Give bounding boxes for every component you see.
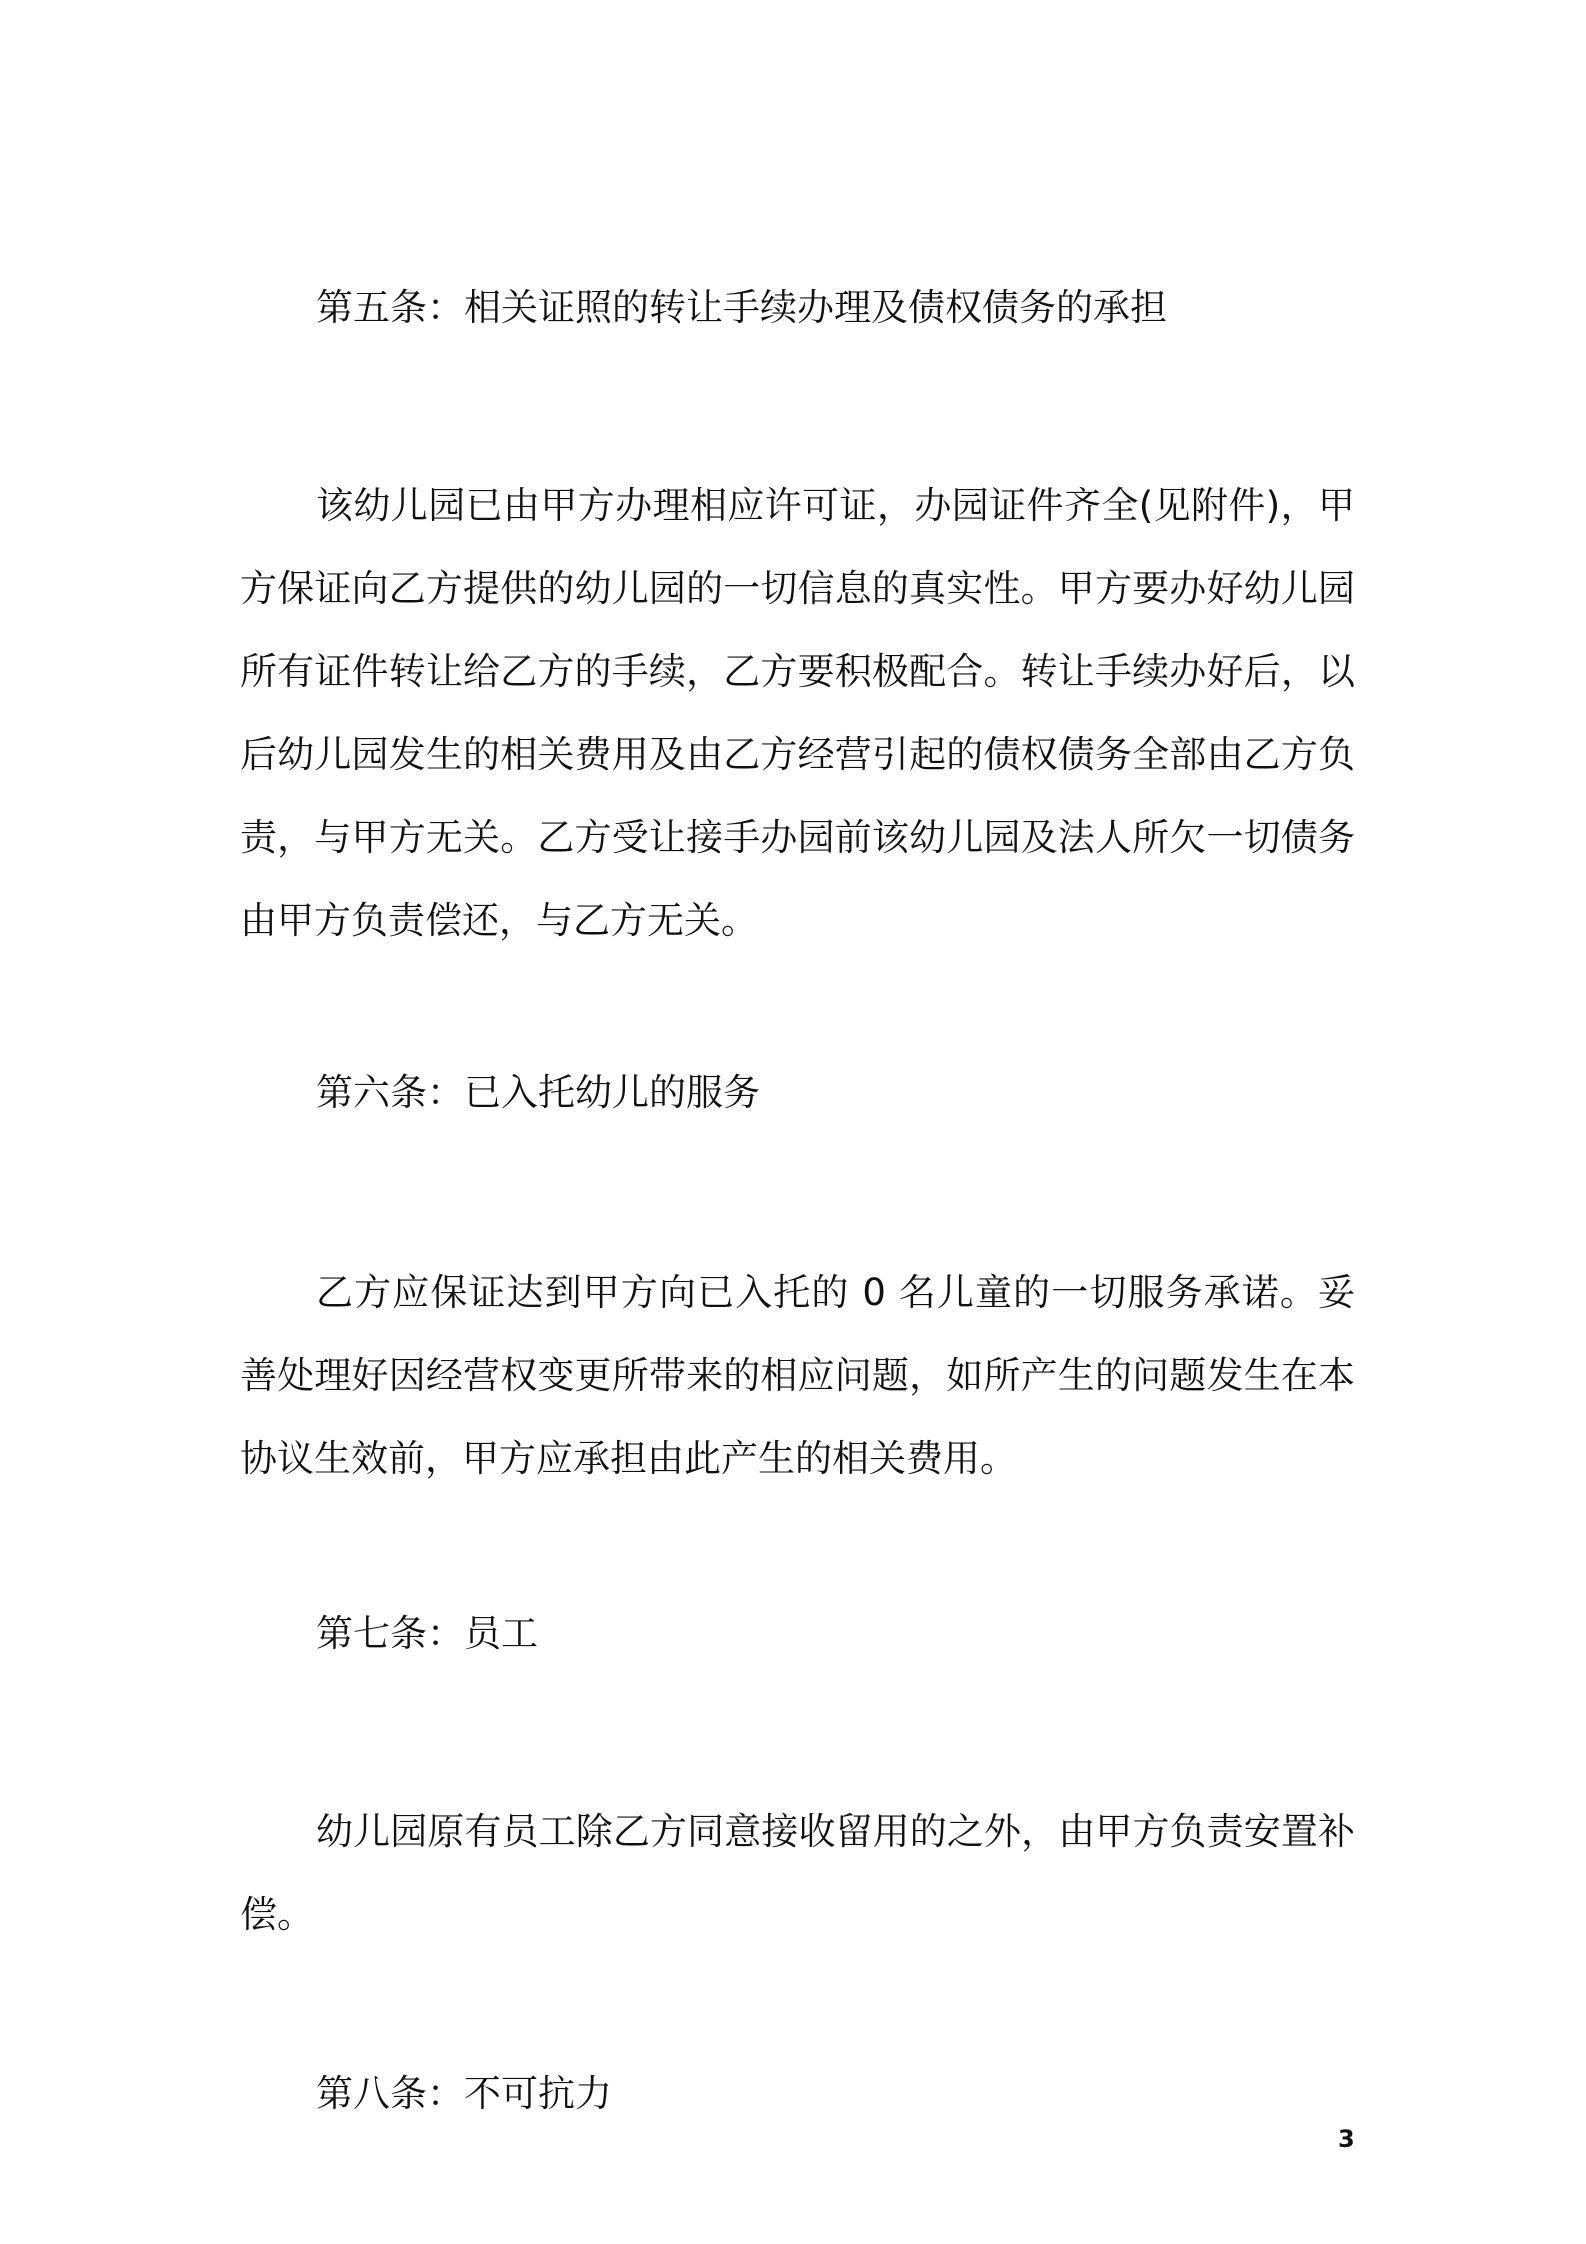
section-heading-5: 第五条：相关证照的转让手续办理及债权债务的承担 — [316, 286, 1167, 329]
section-heading-7: 第七条：员工 — [316, 1612, 538, 1655]
section-body-5: 该幼儿园已由甲方办理相应许可证，办园证件齐全(见附件)，甲方保证向乙方提供的幼儿园的一切信息的真实性。甲方要办好幼儿园所有证件转让给乙方的手续，乙方要积极配合。转让手续办好后，以后幼儿园发生的相关费用及由乙方经营引起的债权债务全部由乙方负责，与甲方无关。乙方受让接手办园前该幼儿园及法人所欠一切债务由甲方负责偿还，与乙方无关。 — [240, 484, 1355, 942]
section-heading-8: 第八条：不可抗力 — [316, 2072, 612, 2115]
page-number: 3 — [1338, 2125, 1355, 2153]
section-heading-6: 第六条：已入托幼儿的服务 — [316, 1071, 760, 1114]
section-body-7: 幼儿园原有员工除乙方同意接收留用的之外，由甲方负责安置补偿。 — [240, 1810, 1355, 1936]
section-body-6: 乙方应保证达到甲方向已入托的 0 名儿童的一切服务承诺。妥善处理好因经营权变更所带来的相应问题，如所产生的问题发生在本协议生效前，甲方应承担由此产生的相关费用。 — [240, 1271, 1355, 1480]
document-body — [240, 282, 1355, 2120]
